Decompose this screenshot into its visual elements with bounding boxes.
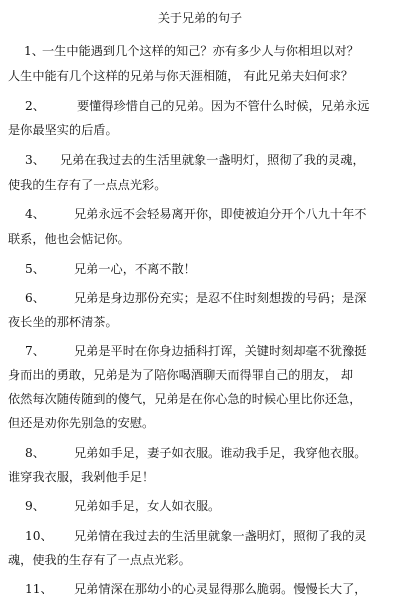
paragraph-line: 但还是劝你先别急的安慰。 <box>8 416 155 430</box>
paragraph-line: 兄弟如手足，女人如衣服。 <box>74 499 221 513</box>
paragraph-number: 5、 <box>25 262 45 276</box>
paragraph-line: 兄弟情深在那幼小的心灵显得那么脆弱。慢慢长大了， <box>74 582 367 596</box>
paragraph-line: 依然每次随传随到的傻气，兄弟是在你心急的时候心里比你还急， <box>8 392 362 406</box>
paragraph-line: 谁穿我衣服，我剁他手足！ <box>8 470 155 484</box>
paragraph-number: 2、 <box>25 99 45 113</box>
paragraph-line: 兄弟一心，不离不散！ <box>74 262 196 276</box>
paragraph-line: 兄弟是平时在你身边插科打诨，关键时刻却毫不犹豫挺 <box>74 344 367 358</box>
paragraph-number: 10、 <box>25 529 53 543</box>
paragraph-line: 人生中能有几个这样的兄弟与你天涯相随， 有此兄弟夫妇何求？ <box>8 69 354 83</box>
paragraph-line: 使我的生存有了一点点光彩。 <box>8 178 167 192</box>
paragraph-number: 4、 <box>25 207 45 221</box>
paragraph-number: 11、 <box>25 582 53 596</box>
paragraph-line: 魂，使我的生存有了一点点光彩。 <box>8 553 191 567</box>
paragraph-number: 3、 <box>25 153 45 167</box>
paragraph-line: 要懂得珍惜自己的兄弟。因为不管什么时候，兄弟永远 <box>77 99 370 113</box>
paragraph-line: 兄弟情在我过去的生活里就象一盏明灯，照彻了我的灵 <box>74 529 367 543</box>
paragraph-line: 一生中能遇到几个这样的知己？亦有多少人与你相坦以对？ <box>42 44 359 58</box>
paragraph-line: 兄弟永远不会轻易离开你，即使被迫分开个八九十年不 <box>74 207 367 221</box>
paragraph-number: 7、 <box>25 344 45 358</box>
paragraph-line: 兄弟如手足，妻子如衣服。谁动我手足，我穿他衣服。 <box>74 446 367 460</box>
paragraph-line: 兄弟是身边那份充实；是忍不住时刻想拨的号码；是深 <box>74 291 367 305</box>
paragraph-number: 9、 <box>25 499 45 513</box>
paragraph-number: 8、 <box>25 446 45 460</box>
paragraph-line: 兄弟在我过去的生活里就象一盏明灯，照彻了我的灵魂， <box>60 153 365 167</box>
paragraph-line: 身而出的勇敢，兄弟是为了陪你喝酒聊天而得罪自己的朋友， 却 <box>8 368 354 382</box>
paragraph-line: 联系，他也会惦记你。 <box>8 232 130 246</box>
paragraph-number: 1、 <box>24 44 44 58</box>
paragraph-line: 夜长坐的那杯清茶。 <box>8 315 118 329</box>
document-title: 关于兄弟的句子 <box>157 11 242 25</box>
paragraph-line: 是你最坚实的后盾。 <box>8 123 118 137</box>
paragraph-number: 6、 <box>25 291 45 305</box>
